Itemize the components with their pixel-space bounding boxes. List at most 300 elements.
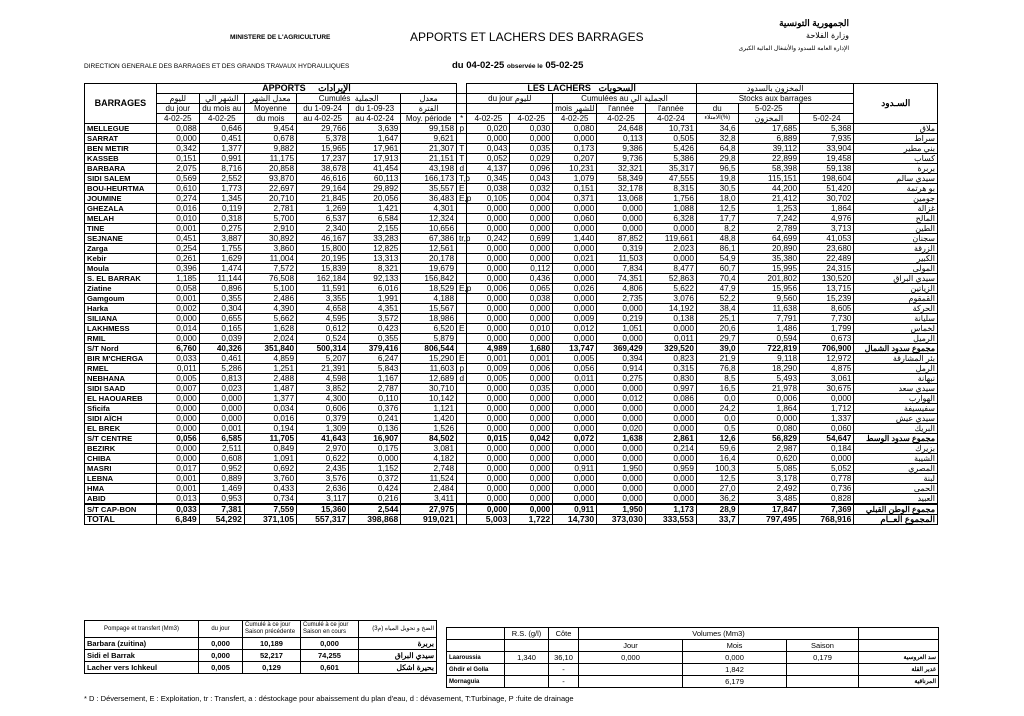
code-cell: [457, 224, 467, 234]
stock-value: 0,000: [800, 454, 854, 464]
barrage-name-ar: سليانة: [854, 314, 938, 324]
lacher-value: 0,042: [510, 434, 553, 444]
apport-value: 12,561: [401, 244, 457, 254]
table-row: [85, 394, 938, 404]
apport-value: 1,629: [199, 254, 244, 264]
l-cumul-ar: الجملية الي: [630, 94, 668, 103]
stock-value: 44,200: [738, 184, 799, 194]
stock-value: 59,138: [800, 164, 854, 174]
stock-value: 7,242: [738, 214, 799, 224]
apport-value: 0,241: [349, 414, 401, 424]
lacher-value: 0,173: [553, 144, 597, 154]
apport-value: 3,887: [199, 234, 244, 244]
lacher-value: 0,086: [645, 394, 696, 404]
barrage-name-ar: الهوارب: [854, 394, 938, 404]
lacher-value: 0,000: [553, 274, 597, 284]
stock-value: 0,594: [738, 334, 799, 344]
apport-value: 3,081: [401, 444, 457, 454]
lacher-value: 0,038: [510, 294, 553, 304]
apport-value: 2,075: [156, 164, 199, 174]
lacher-value: 0,000: [553, 494, 597, 505]
apport-value: 7,559: [244, 504, 296, 515]
barrage-name: GHEZALA: [85, 204, 157, 214]
stock-value: 13,715: [800, 284, 854, 294]
code-cell: [457, 515, 467, 525]
lacher-value: 0,005: [553, 354, 597, 364]
lacher-value: 0,000: [645, 474, 696, 484]
lacher-value: 0,020: [597, 424, 646, 434]
stock-value: 0,080: [738, 424, 799, 434]
vol-jour: [579, 676, 683, 688]
apport-value: 162,184: [297, 274, 349, 284]
pompage-row: [85, 650, 437, 662]
stock-value: 706,900: [800, 344, 854, 354]
apport-value: 0,151: [156, 154, 199, 164]
ar-ministry: وزارة الفلاحة: [806, 31, 849, 40]
stock-value: 22,489: [800, 254, 854, 264]
apport-value: 22,697: [244, 184, 296, 194]
barrage-name-ar: بني مطير: [854, 144, 938, 154]
barrage-name: HMA: [85, 484, 157, 494]
code-cell: T: [457, 144, 467, 154]
apport-value: 1,526: [401, 424, 457, 434]
apport-value: 30,710: [401, 384, 457, 394]
lacher-value: 0,436: [510, 274, 553, 284]
h-s-taux: الامتلاء(%): [696, 114, 738, 124]
header-barrages: BARRAGES: [85, 84, 157, 124]
stock-value: 198,604: [800, 174, 854, 184]
h-l-du-jour: [467, 94, 553, 104]
apport-value: 806,544: [401, 344, 457, 354]
lacher-value: 0,043: [467, 144, 510, 154]
apport-value: 2,155: [349, 224, 401, 234]
apport-value: 0,000: [156, 404, 199, 414]
stock-value: 0,0: [696, 414, 738, 424]
vol-saison: [787, 664, 859, 676]
h-cumules: [297, 94, 401, 104]
table-row: [85, 384, 938, 394]
apports-ar: الإيرادات: [318, 83, 351, 93]
stock-value: 17,685: [738, 124, 799, 134]
apport-value: 0,016: [244, 414, 296, 424]
pompage-name-ar: بحيرة اشكل: [359, 662, 437, 674]
apport-value: 0,622: [297, 454, 349, 464]
apport-value: 15,965: [297, 144, 349, 154]
apport-value: 0,461: [199, 354, 244, 364]
table-row: [85, 224, 938, 234]
lacher-value: 0,000: [510, 444, 553, 454]
lacher-value: 1,950: [597, 464, 646, 474]
lacher-value: 0,000: [510, 504, 553, 515]
code-cell: [457, 434, 467, 444]
stock-value: 2,987: [738, 444, 799, 454]
lacher-value: 2,023: [645, 244, 696, 254]
apport-value: 1,420: [401, 414, 457, 424]
apport-value: 0,000: [156, 134, 199, 144]
code-cell: [457, 394, 467, 404]
apport-value: 2,484: [401, 484, 457, 494]
date-from: 04-02-25: [466, 60, 505, 71]
apport-value: 0,058: [156, 284, 199, 294]
lacher-value: 0,000: [553, 394, 597, 404]
lachers-label: LES LACHERS: [527, 83, 591, 93]
apport-value: 0,451: [199, 134, 244, 144]
vol-name-ar: المرناقية: [859, 676, 939, 688]
barrage-name: JOUMINE: [85, 194, 157, 204]
apport-value: 0,524: [297, 334, 349, 344]
lacher-value: 1,440: [553, 234, 597, 244]
code-cell: T: [457, 154, 467, 164]
apport-value: 29,766: [297, 124, 349, 134]
apport-value: 21,391: [297, 364, 349, 374]
code-cell: E,p: [457, 194, 467, 204]
barrage-name-ar: لخماس: [854, 324, 938, 334]
lacher-value: 0,000: [510, 474, 553, 484]
stock-value: 2,492: [738, 484, 799, 494]
stock-value: 3,061: [800, 374, 854, 384]
apport-value: 2,781: [244, 204, 296, 214]
lacher-value: 0,505: [645, 134, 696, 144]
stock-value: 27,0: [696, 484, 738, 494]
barrage-name-ar: المصري: [854, 464, 938, 474]
code-cell: [457, 344, 467, 354]
apport-value: 2,435: [297, 464, 349, 474]
apport-value: 2,787: [349, 384, 401, 394]
stock-value: 1,712: [800, 404, 854, 414]
lacher-value: 0,000: [467, 264, 510, 274]
apport-value: 54,292: [199, 515, 244, 525]
stock-value: 0,828: [800, 494, 854, 505]
l-cumul-label: Cumulées au: [581, 94, 629, 103]
apport-value: 21,845: [297, 194, 349, 204]
lacher-value: 0,000: [597, 414, 646, 424]
apport-value: 6,016: [349, 284, 401, 294]
lacher-value: 0,000: [645, 414, 696, 424]
stock-value: 51,420: [800, 184, 854, 194]
direction-label: DIRECTION GENERALE DES BARRAGES ET DES GRANDS TRAVAUX HYDRAULIQUES: [84, 63, 350, 70]
stock-value: 32,8: [696, 134, 738, 144]
code-cell: [457, 464, 467, 474]
apport-value: 46,167: [297, 234, 349, 244]
apport-value: 0,000: [156, 314, 199, 324]
barrage-name-ar: سفيسيفة: [854, 404, 938, 414]
h-du-mois2: du mois: [244, 114, 296, 124]
h-du-1-09-23: du 1-09-23: [349, 104, 401, 114]
lacher-value: 32,321: [597, 164, 646, 174]
lacher-value: 0,275: [597, 374, 646, 384]
vol-saison: [787, 676, 859, 688]
pompage-jour: 0,000: [199, 638, 243, 650]
bl-h4: Cumulé à ce jour Saison en cours: [301, 621, 359, 638]
apport-value: 15,360: [297, 504, 349, 515]
apport-value: 0,953: [199, 494, 244, 505]
h-code-blank2: [457, 104, 467, 114]
vol-jour: [579, 664, 683, 676]
stock-value: 0,060: [800, 424, 854, 434]
lacher-value: 0,000: [467, 324, 510, 334]
lacher-value: 0,030: [510, 124, 553, 134]
lacher-value: 1,173: [645, 504, 696, 515]
stock-value: 39,112: [738, 144, 799, 154]
stock-value: 5,052: [800, 464, 854, 474]
code-cell: [457, 424, 467, 434]
apport-value: 166,173: [401, 174, 457, 184]
lacher-value: 0,000: [510, 304, 553, 314]
vol-name-ar: سد العروسية: [859, 652, 939, 664]
code-cell: [457, 204, 467, 214]
lacher-value: 8,477: [645, 264, 696, 274]
stock-value: 7,369: [800, 504, 854, 515]
stock-value: 59,6: [696, 444, 738, 454]
h-s-mkh: المخزون: [738, 114, 799, 124]
code-cell: [457, 444, 467, 454]
table-row: [85, 504, 938, 515]
lacher-value: 0,000: [467, 454, 510, 464]
stock-value: 30,702: [800, 194, 854, 204]
apport-value: 20,056: [349, 194, 401, 204]
apport-value: 4,300: [297, 394, 349, 404]
apport-value: 0,678: [244, 134, 296, 144]
h-s-du: du: [696, 104, 738, 114]
lacher-value: 0,000: [510, 224, 553, 234]
apports-label: APPORTS: [262, 83, 306, 93]
lacher-value: 0,000: [553, 244, 597, 254]
h-l-annee2: [645, 104, 696, 114]
apport-value: 1,628: [244, 324, 296, 334]
br-cote: Côte: [549, 628, 579, 640]
ar-direction: الإدارة العامة للسدود والأشغال المائية الكبرى: [738, 46, 849, 52]
lacher-value: 52,863: [645, 274, 696, 284]
lacher-value: 0,000: [597, 224, 646, 234]
code-cell: [457, 404, 467, 414]
pompage-prev: 10,189: [243, 638, 301, 650]
apport-value: 0,274: [156, 194, 199, 204]
apport-value: 0,175: [349, 444, 401, 454]
apport-value: 0,011: [156, 364, 199, 374]
apport-value: 4,595: [297, 314, 349, 324]
barrage-name-ar: غزالة: [854, 204, 938, 214]
barrage-name-ar: البريك: [854, 424, 938, 434]
stock-value: 39,0: [696, 344, 738, 354]
code-cell: d: [457, 164, 467, 174]
lacher-value: 0,056: [553, 364, 597, 374]
apport-value: 3,572: [349, 314, 401, 324]
barrage-name-ar: المجموع العــام: [854, 515, 938, 525]
barrage-name: Gamgoum: [85, 294, 157, 304]
volume-row: [447, 676, 939, 688]
stock-value: 35,380: [738, 254, 799, 264]
lacher-value: 1,638: [597, 434, 646, 444]
h-l-d5: 4-02-24: [645, 114, 696, 124]
barrage-name-ar: سيدي سالم: [854, 174, 938, 184]
apport-value: 60,113: [349, 174, 401, 184]
lacher-value: 6,328: [645, 214, 696, 224]
h-stocks: Stocks aux barrages: [696, 94, 854, 104]
apport-value: 0,016: [156, 204, 199, 214]
lacher-value: 0,000: [467, 474, 510, 484]
apport-value: 371,105: [244, 515, 296, 525]
h-l-annee: [597, 104, 646, 114]
apport-value: 4,598: [297, 374, 349, 384]
apport-value: 5,700: [244, 214, 296, 224]
lacher-value: 0,072: [553, 434, 597, 444]
br-empty2: [859, 628, 939, 640]
apport-value: 0,952: [199, 464, 244, 474]
apport-value: 2,636: [297, 484, 349, 494]
apport-value: 351,840: [244, 344, 296, 354]
lacher-value: 0,000: [467, 494, 510, 505]
bl-h3: Cumulé à ce jour Saison précédente: [243, 621, 301, 638]
stock-value: 1,864: [738, 404, 799, 414]
lacher-value: 0,000: [510, 484, 553, 494]
apport-value: 38,678: [297, 164, 349, 174]
apport-value: 0,424: [349, 484, 401, 494]
br-volumes: Volumes (Mm3): [579, 628, 859, 640]
barrage-name: BEZIRK: [85, 444, 157, 454]
lacher-value: 87,852: [597, 234, 646, 244]
stock-value: 8,605: [800, 304, 854, 314]
apport-value: 1,167: [349, 374, 401, 384]
apport-value: 17,913: [349, 154, 401, 164]
barrage-name: EL HAOUAREB: [85, 394, 157, 404]
lacher-value: 0,000: [510, 134, 553, 144]
lacher-value: 0,006: [510, 364, 553, 374]
barrage-name: ABID: [85, 494, 157, 505]
apport-value: 7,572: [244, 264, 296, 274]
lacher-value: 13,068: [597, 194, 646, 204]
apport-value: 0,033: [156, 354, 199, 364]
apport-value: 0,610: [156, 184, 199, 194]
apport-value: 0,000: [156, 424, 199, 434]
vol-cote: -: [549, 676, 579, 688]
stock-value: 24,2: [696, 404, 738, 414]
stock-value: 21,9: [696, 354, 738, 364]
barrage-name-ar: سيدي عيش: [854, 414, 938, 424]
apport-value: 17,237: [297, 154, 349, 164]
apport-value: 1,469: [199, 484, 244, 494]
pompage-prev: 52,217: [243, 650, 301, 662]
barrage-name: BARBARA: [85, 164, 157, 174]
apport-value: 0,451: [156, 234, 199, 244]
apport-value: 43,198: [401, 164, 457, 174]
stock-value: 30,5: [696, 184, 738, 194]
lacher-value: 0,000: [597, 454, 646, 464]
stock-value: 29,7: [696, 334, 738, 344]
lacher-value: 0,000: [553, 224, 597, 234]
table-row: [85, 134, 938, 144]
vol-cote: 36,10: [549, 652, 579, 664]
lacher-value: 3,076: [645, 294, 696, 304]
ministry-label: MINISTERE DE L'AGRICULTURE: [230, 34, 331, 41]
date-to: 05-02-25: [545, 60, 584, 71]
lacher-value: 0,052: [467, 154, 510, 164]
pompage-row: [85, 638, 437, 650]
apport-value: 20,858: [244, 164, 296, 174]
page-title: APPORTS ET LACHERS DES BARRAGES: [410, 30, 644, 44]
apport-value: 0,007: [156, 384, 199, 394]
stock-value: 56,829: [738, 434, 799, 444]
apport-value: 2,552: [199, 174, 244, 184]
barrage-name: S. EL BARRAK: [85, 274, 157, 284]
apport-value: 5,843: [349, 364, 401, 374]
date-prefix: du: [452, 60, 464, 71]
barrages-table: [84, 83, 938, 525]
apport-value: 0,261: [156, 254, 199, 264]
apport-value: 0,013: [156, 494, 199, 505]
br-empty6: [859, 640, 939, 652]
code-cell: [457, 454, 467, 464]
pompage-prev: 0,129: [243, 662, 301, 674]
apport-value: 1,755: [199, 244, 244, 254]
barrage-name-ar: كساب: [854, 154, 938, 164]
apport-value: 12,324: [401, 214, 457, 224]
stock-value: 54,647: [800, 434, 854, 444]
lacher-value: 0,000: [597, 484, 646, 494]
apport-value: 11,591: [297, 284, 349, 294]
lacher-value: 58,349: [597, 174, 646, 184]
lacher-value: 14,192: [645, 304, 696, 314]
lacher-value: 9,386: [597, 144, 646, 154]
h-l-d4: 4-02-25: [597, 114, 646, 124]
lacher-value: 5,386: [645, 154, 696, 164]
apport-value: 0,001: [156, 224, 199, 234]
barrage-name: Zarga: [85, 244, 157, 254]
lacher-value: 0,009: [467, 364, 510, 374]
apport-value: 1,991: [349, 294, 401, 304]
apport-value: 0,056: [156, 434, 199, 444]
code-cell: [457, 264, 467, 274]
lacher-value: 9,736: [597, 154, 646, 164]
table-row: [85, 274, 938, 284]
apport-value: 41,454: [349, 164, 401, 174]
l-annee2-label: l'année: [658, 104, 684, 113]
lacher-value: 0,151: [553, 184, 597, 194]
lacher-value: 0,000: [467, 394, 510, 404]
stock-value: 8,2: [696, 224, 738, 234]
lacher-value: 0,035: [510, 384, 553, 394]
h-mois: [553, 104, 597, 114]
pompage-name-ar: بربرة: [359, 638, 437, 650]
lacher-value: 47,555: [645, 174, 696, 184]
volumes-table: [446, 627, 939, 688]
stock-value: 18,0: [696, 194, 738, 204]
h-moy-period: Moy. période: [401, 114, 457, 124]
barrage-name: Ziatine: [85, 284, 157, 294]
br-empty3: [447, 640, 505, 652]
stock-value: 8,5: [696, 374, 738, 384]
vol-name: Laaroussia: [447, 652, 505, 664]
lacher-value: 0,000: [510, 454, 553, 464]
lacher-value: 0,000: [467, 294, 510, 304]
table-row: [85, 364, 938, 374]
apport-value: 1,377: [199, 144, 244, 154]
pompage-curr: 74,255: [301, 650, 359, 662]
cumules-label: Cumulés: [318, 94, 351, 103]
table-row: [85, 374, 938, 384]
stock-value: 47,9: [696, 284, 738, 294]
apport-value: 21,307: [401, 144, 457, 154]
barrage-name-ar: بزيرك: [854, 444, 938, 454]
lacher-value: 0,997: [645, 384, 696, 394]
lacher-value: 1,950: [597, 504, 646, 515]
apport-value: 0,000: [156, 394, 199, 404]
apport-value: 3,639: [349, 124, 401, 134]
table-row: [85, 164, 938, 174]
apport-value: 1,152: [349, 464, 401, 474]
apport-value: 1,345: [199, 194, 244, 204]
table-row: [85, 254, 938, 264]
apport-value: 41,643: [297, 434, 349, 444]
